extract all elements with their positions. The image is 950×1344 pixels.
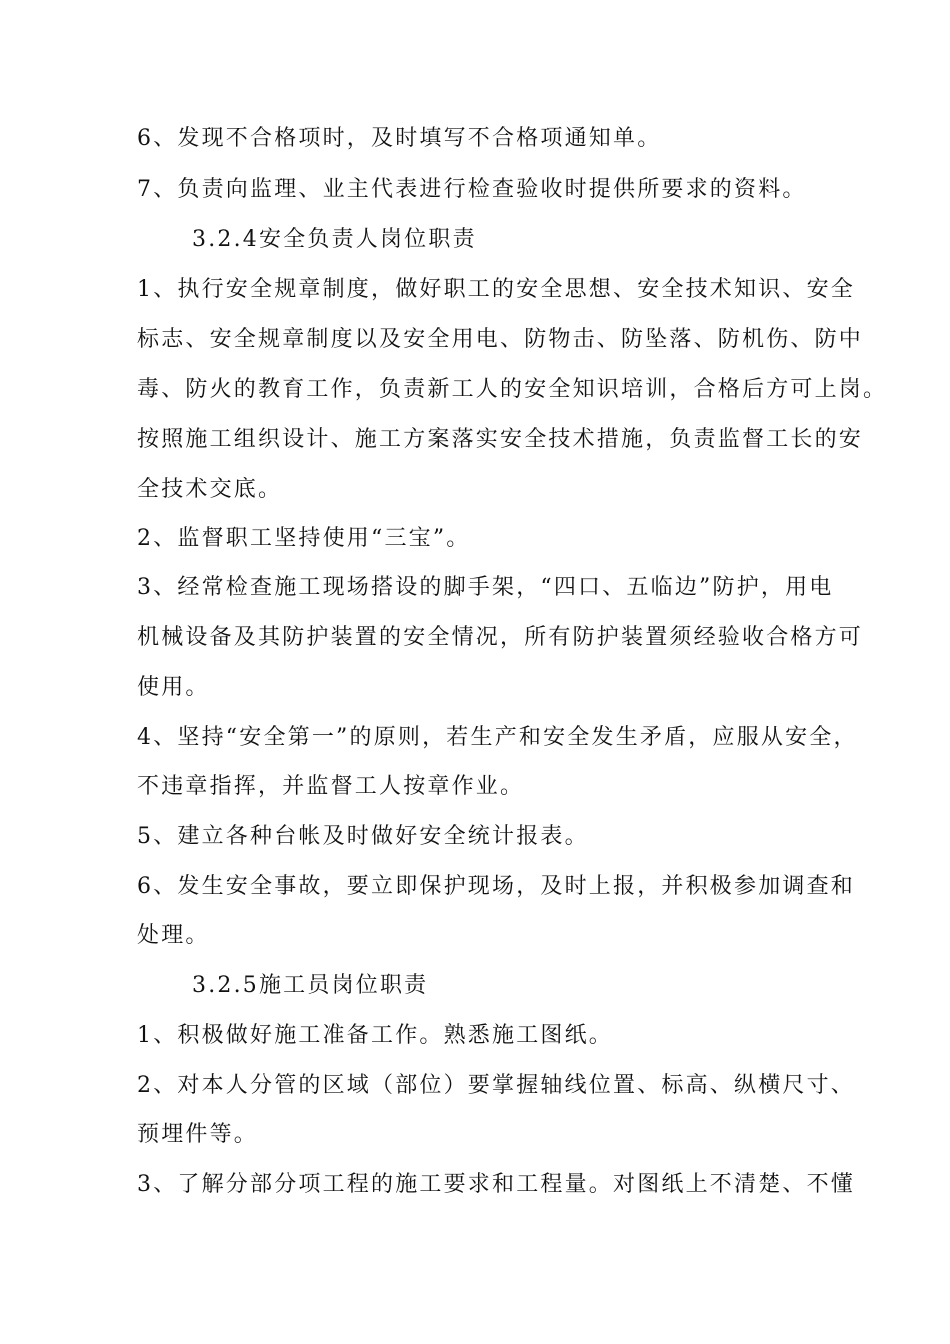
section-heading: 3.2.4安全负责人岗位职责 xyxy=(192,227,477,252)
text-line: 1、积极做好施工准备工作。熟悉施工图纸。 xyxy=(137,1023,613,1048)
text-line: 2、对本人分管的区域（部位）要掌握轴线位置、标高、纵横尺寸、 xyxy=(137,1073,855,1098)
text-line: 不违章指挥，并监督工人按章作业。 xyxy=(137,774,525,799)
text-line: 预埋件等。 xyxy=(137,1122,259,1147)
text-line: 7、负责向监理、业主代表进行检查验收时提供所要求的资料。 xyxy=(137,177,807,202)
text-line: 机械设备及其防护装置的安全情况，所有防护装置须经验收合格方可 xyxy=(137,625,864,650)
text-line: 处理。 xyxy=(137,923,210,948)
text-line: 5、建立各种台帐及时做好安全统计报表。 xyxy=(137,824,589,849)
text-line: 使用。 xyxy=(137,675,210,700)
text-line: 1、执行安全规章制度，做好职工的安全思想、安全技术知识、安全 xyxy=(137,277,855,302)
text-line: 标志、安全规章制度以及安全用电、防物击、防坠落、防机伤、防中 xyxy=(137,327,864,352)
text-line: 4、坚持“安全第一”的原则，若生产和安全发生矛盾，应服从安全， xyxy=(137,725,858,750)
text-line: 按照施工组织设计、施工方案落实安全技术措施，负责监督工长的安 xyxy=(137,427,864,452)
text-line: 2、监督职工坚持使用“三宝”。 xyxy=(137,526,471,551)
text-line: 3、经常检查施工现场搭设的脚手架，“四口、五临边”防护，用电 xyxy=(137,575,834,600)
section-heading: 3.2.5施工员岗位职责 xyxy=(192,973,429,998)
text-line: 毒、防火的教育工作，负责新工人的安全知识培训，合格后方可上岗。 xyxy=(137,377,888,402)
text-line: 全技术交底。 xyxy=(137,477,283,502)
text-line: 6、发现不合格项时，及时填写不合格项通知单。 xyxy=(137,126,662,151)
text-line: 3、了解分部分项工程的施工要求和工程量。对图纸上不清楚、不懂 xyxy=(137,1172,855,1197)
text-line: 6、发生安全事故，要立即保护现场，及时上报，并积极参加调查和 xyxy=(137,874,855,899)
